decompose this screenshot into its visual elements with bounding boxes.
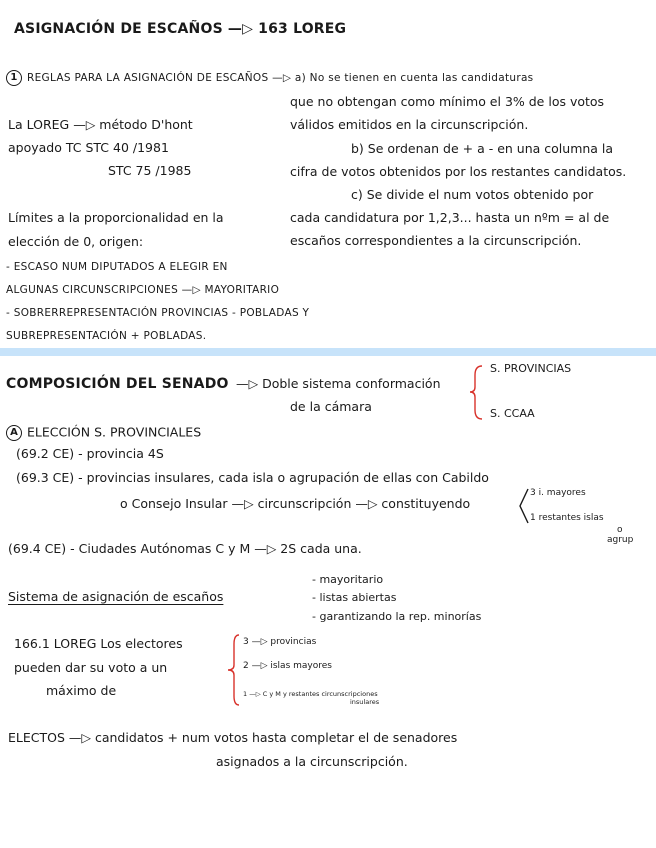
brace-ccaa: S. CCAA	[490, 407, 535, 420]
islands-mayores: 3 i. mayores	[530, 488, 586, 498]
senate-desc-line1: —▷ Doble sistema conformación	[236, 376, 441, 391]
islands-brace	[518, 488, 530, 524]
islands-or: o	[617, 525, 623, 535]
loreg-166-line1: 166.1 LOREG Los electores	[14, 636, 183, 651]
art-69-2: (69.2 CE) - provincia 4S	[16, 446, 164, 461]
limits-line1: Límites a la proporcionalidad en la	[8, 210, 224, 225]
islands-agrup: agrup	[607, 535, 634, 545]
system-title: Sistema de asignación de escaños	[8, 589, 224, 604]
section-letter: A	[6, 425, 22, 441]
system-listas: - listas abiertas	[312, 591, 397, 604]
art-69-4: (69.4 CE) - Ciudades Autónomas C y M —▷ 2S cada una.	[8, 541, 362, 556]
rule-b-line2: cifra de votos obtenidos por los restantes candidatos.	[290, 164, 627, 179]
senate-brace	[470, 365, 486, 420]
limits-line2: elección de 0, origen:	[8, 234, 144, 249]
votes-brace	[227, 634, 241, 706]
rule-c-line3: escaños correspondientes a la circunscripción.	[290, 233, 582, 248]
vote-insulares: insulares	[350, 698, 380, 706]
section-divider	[0, 348, 656, 356]
limits-bullet2-cont: SUBREPRESENTACIÓN + POBLADAS.	[6, 330, 207, 342]
limits-bullet2: - SOBRERREPRESENTACIÓN PROVINCIAS - POBLADAS Y	[6, 307, 310, 319]
section2-title: COMPOSICIÓN DEL SENADO	[6, 376, 229, 392]
rule-a-line2: que no obtengan como mínimo el 3% de los votos	[290, 94, 605, 109]
senate-desc-line2: de la cámara	[290, 399, 372, 414]
item-number: 1	[6, 70, 22, 86]
vote-islas: 2 —▷ islas mayores	[243, 661, 332, 671]
election-heading-row	[6, 425, 201, 441]
loreg-tc: apoyado TC STC 40 /1981	[8, 140, 169, 155]
loreg-stc2: STC 75 /1985	[108, 163, 192, 178]
electos-line1: ELECTOS —▷ candidatos + num votos hasta completar el de senadores	[8, 730, 458, 745]
art-69-3-line2: o Consejo Insular —▷ circunscripción —▷ constituyendo	[120, 496, 471, 511]
system-mayoritario: - mayoritario	[312, 573, 384, 586]
art-69-3-line1: (69.3 CE) - provincias insulares, cada isla o agrupación de ellas con Cabildo	[16, 470, 489, 485]
rule-c-line1: c) Se divide el num votos obtenido por	[351, 187, 594, 202]
islands-restantes: 1 restantes islas	[530, 513, 604, 523]
rule-a-line3: válidos emitidos en la circunscripción.	[290, 117, 529, 132]
electos-line2: asignados a la circunscripción.	[216, 754, 408, 769]
loreg-166-line2: pueden dar su voto a un	[14, 660, 168, 675]
limits-bullet1: - ESCASO NUM DIPUTADOS A ELEGIR EN	[6, 261, 228, 273]
system-minorias: - garantizando la rep. minorías	[312, 610, 482, 623]
loreg-166-line3: máximo de	[46, 683, 117, 698]
limits-bullet1-cont: ALGUNAS CIRCUNSCRIPCIONES —▷ MAYORITARIO	[6, 284, 280, 296]
election-heading: ELECCIÓN S. PROVINCIALES	[27, 424, 202, 440]
vote-provincias: 3 —▷ provincias	[243, 637, 317, 647]
rule-c-line2: cada candidatura por 1,2,3... hasta un nºm = al de	[290, 210, 610, 225]
rule-b-line1: b) Se ordenan de + a - en una columna la	[351, 141, 614, 156]
vote-cym: 1 —▷ C y M y restantes circunscripciones	[243, 690, 378, 698]
rules-heading: REGLAS PARA LA ASIGNACIÓN DE ESCAÑOS —▷ a) No se tienen en cuenta las candidaturas	[27, 72, 534, 84]
rules-heading-row	[6, 70, 533, 86]
section1-title: ASIGNACIÓN DE ESCAÑOS —▷ 163 LOREG	[14, 21, 347, 37]
loreg-method: La LOREG —▷ método D'hont	[8, 117, 193, 132]
brace-provincias: S. PROVINCIAS	[490, 362, 572, 375]
